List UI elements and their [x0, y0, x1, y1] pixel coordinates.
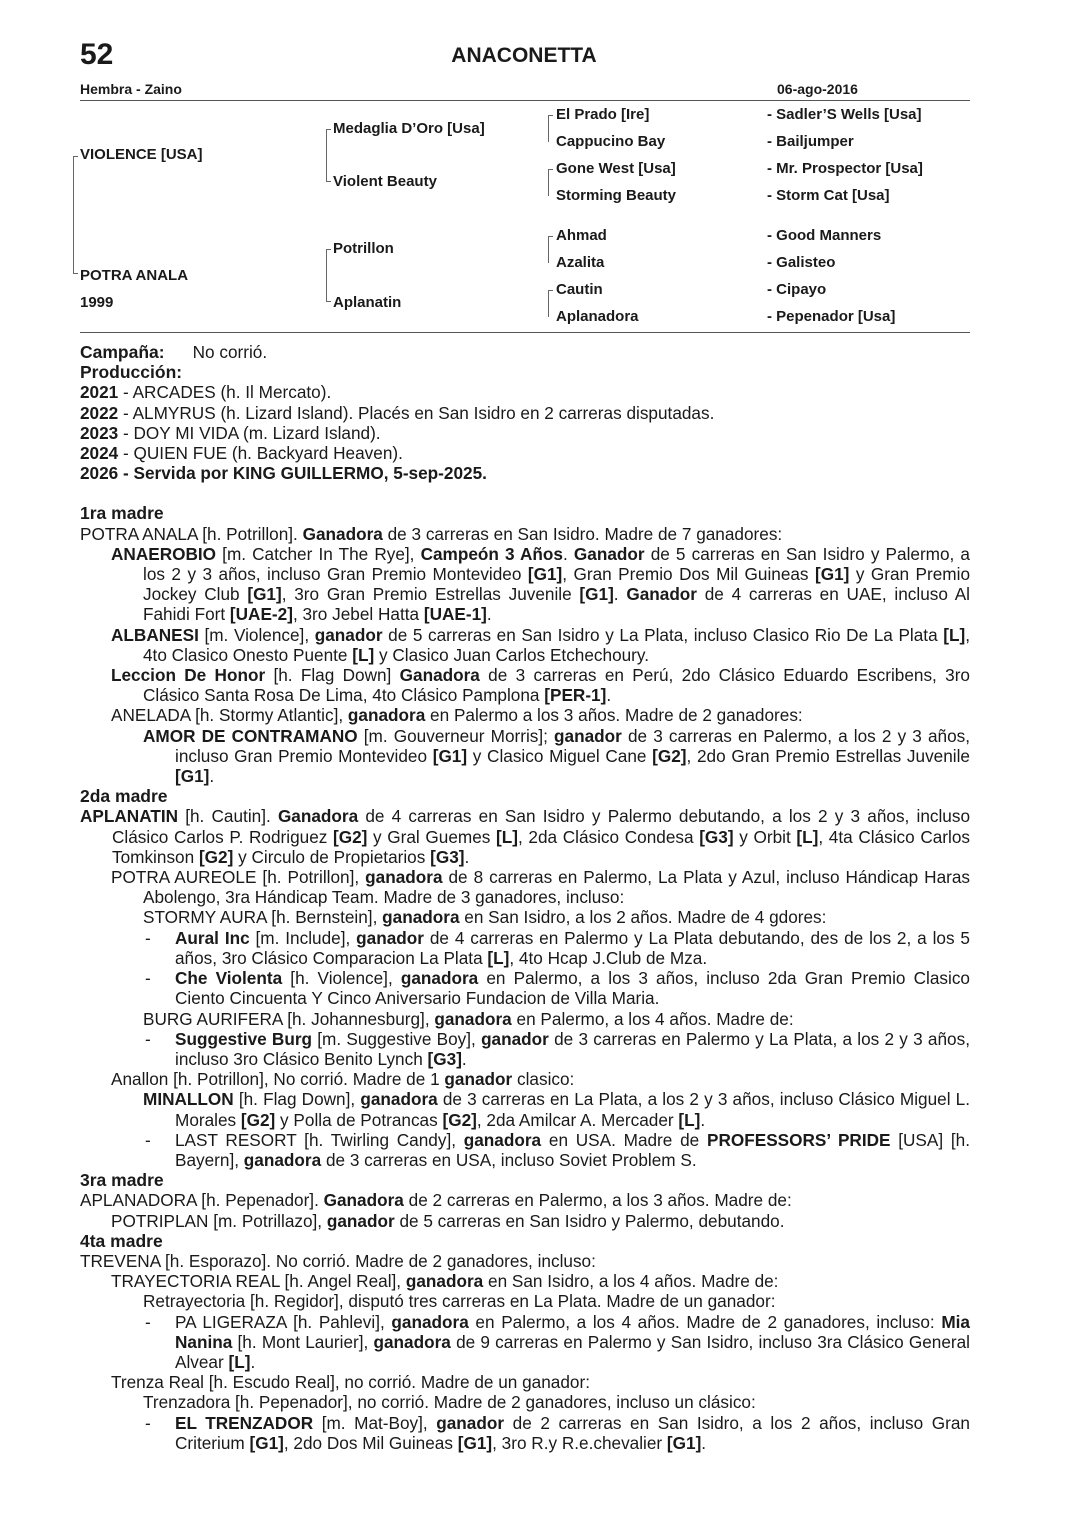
bold-segment: Ganadora	[323, 1190, 404, 1211]
text-segment: , 3ro R.y R.e.chevalier	[492, 1432, 667, 1453]
spacer	[80, 483, 970, 503]
bold-segment: ganador	[436, 1412, 505, 1433]
bold-segment: [L]	[228, 1351, 251, 1372]
text-segment: TREVENA [h. Esporazo]. No corrió. Madre de 2 ganadores, incluso:	[80, 1250, 596, 1271]
pedigree-gen4-1: - Sadler’S Wells [Usa]	[767, 106, 922, 123]
text-segment: .	[461, 1048, 467, 1069]
pedigree-gen3-8: Aplanadora	[556, 308, 639, 325]
bold-segment: EL TRENZADOR	[175, 1412, 314, 1433]
text-segment: en San Isidro, a los 2 años. Madre de 4 gdores:	[459, 907, 827, 928]
bold-segment: Ganadora	[302, 523, 383, 544]
bracket-tick	[73, 273, 78, 274]
pedigree-gen3-1: El Prado [Ire]	[556, 106, 650, 123]
pedigree-entry	[80, 726, 970, 787]
production-item	[80, 443, 970, 463]
bracket-gen3	[548, 169, 549, 196]
pedigree-gen4-2: - Bailjumper	[767, 133, 854, 150]
pedigree-gen4-3: - Mr. Prospector [Usa]	[767, 160, 923, 177]
bold-segment: [UAE-2]	[229, 604, 293, 625]
production-year: 2023	[80, 422, 119, 443]
pedigree-gen3-7: Cautin	[556, 281, 603, 298]
pedigree-gen2-2: Violent Beauty	[333, 173, 437, 190]
pedigree-gen4-8: - Pepenador [Usa]	[767, 308, 896, 325]
dash-marker: -	[145, 1028, 151, 1049]
pedigree-entry	[80, 1029, 970, 1069]
dash-marker: -	[145, 1311, 151, 1332]
bold-segment: ganadora	[243, 1149, 322, 1170]
pedigree-gen2-1: Medaglia D’Oro [Usa]	[333, 120, 485, 137]
record-body	[80, 342, 970, 1453]
text-segment: de 3 carreras en Palermo, a los 2 y 3 años, incluso Gran Premio Montevideo	[175, 725, 970, 766]
text-segment: [h. Cautin].	[178, 806, 278, 827]
bracket-tick	[548, 236, 553, 237]
section-title: 4ta madre	[80, 1230, 163, 1251]
bold-segment: ganador	[356, 927, 424, 948]
bracket-gen3	[548, 236, 549, 263]
text-segment: de 4 carreras en UAE, incluso Al Fahidi Fort	[143, 584, 970, 625]
bold-segment: ganadora	[373, 1331, 451, 1352]
horse-name: ANACONETTA	[451, 44, 597, 67]
text-segment: , 3ro Gran Premio Estrellas Juvenile	[281, 584, 580, 605]
text-segment: [m. Suggestive Boy],	[312, 1028, 482, 1049]
pedigree-entry	[80, 1291, 970, 1311]
text-segment: POTRA AUREOLE [h. Potrillon],	[111, 867, 366, 888]
pedigree-gen3-3: Gone West [Usa]	[556, 160, 676, 177]
text-segment: clasico:	[512, 1069, 575, 1090]
pedigree-entry	[80, 1130, 970, 1170]
production-year: 2021	[80, 382, 119, 403]
dash-marker: -	[145, 1129, 151, 1150]
pedigree-entry	[80, 1251, 970, 1271]
text-segment: de 3 carreras en USA, incluso Soviet Problem S.	[321, 1149, 697, 1170]
text-segment: Retrayectoria [h. Regidor], disputó tres carreras en La Plata. Madre de un ganador:	[143, 1291, 776, 1312]
text-segment: , 2da Clásico Condesa	[517, 826, 700, 847]
pedigree-entry	[80, 1271, 970, 1291]
text-segment: de 3 carreras en Perú, 2do Clásico Eduardo Escribens, 3ro Clásico Santa Rosa De Lima, 4to Clásico Pamplona	[143, 665, 970, 706]
text-segment: y Circulo de Propietarios	[233, 846, 431, 867]
production-text: - Servida por KING GUILLERMO, 5-sep-2025.	[118, 463, 487, 484]
text-segment: , Gran Premio Dos Mil Guineas	[562, 564, 815, 585]
text-segment: POTRIPLAN [m. Potrillazo],	[111, 1210, 327, 1231]
text-segment: en Palermo, a los 3 años, incluso 2da Gran Premio Clasico Ciento Cincuenta Y Cinco Aniversario Fundacion de Villa Maria.	[175, 968, 970, 1009]
bold-segment: ganador	[326, 1210, 395, 1231]
text-segment: de 2 carreras en Palermo, a los 3 años. Madre de:	[403, 1190, 792, 1211]
pedigree-sire: VIOLENCE [USA]	[80, 146, 203, 163]
bold-segment: [G1]	[249, 1432, 284, 1453]
dash-marker: -	[145, 927, 151, 948]
text-segment: APLANADORA [h. Pepenador].	[80, 1190, 324, 1211]
text-segment: en Palermo, a los 4 años. Madre de:	[511, 1008, 794, 1029]
bold-segment: Campeón 3 Años	[420, 543, 563, 564]
pedigree-gen4-7: - Cipayo	[767, 281, 827, 298]
bold-segment: [UAE-1]	[423, 604, 487, 625]
text-segment: de 4 carreras en San Isidro y Palermo debutando, a los 2 y 3 años, incluso Clásico Carlos P. Rodriguez	[112, 806, 970, 847]
pedigree-entry	[80, 1211, 970, 1231]
production-item	[80, 423, 970, 443]
production-text: - ALMYRUS (h. Lizard Island). Placés en San Isidro en 2 carreras disputadas.	[118, 402, 715, 423]
pedigree-entry	[80, 1392, 970, 1412]
bold-segment: ganadora	[405, 1271, 484, 1292]
text-segment: LAST RESORT [h. Twirling Candy],	[175, 1129, 464, 1150]
text-segment: .	[209, 766, 215, 787]
text-segment: y Gran Premio Jockey Club	[143, 564, 971, 605]
production-item	[80, 403, 970, 423]
bold-segment: ALBANESI	[111, 624, 199, 645]
bold-segment: [L]	[352, 644, 375, 665]
pedigree-entry	[80, 625, 970, 665]
bold-segment: Ganador	[573, 543, 645, 564]
text-segment: , 3ro Jebel Hatta	[292, 604, 424, 625]
text-segment: TRAYECTORIA REAL [h. Angel Real],	[111, 1271, 406, 1292]
text-segment: , 4to Clasico Onesto Puente	[143, 624, 970, 665]
production-item	[80, 382, 970, 402]
pedigree-entry	[80, 867, 970, 907]
production-text: - QUIEN FUE (h. Backyard Heaven).	[118, 443, 403, 464]
bold-segment: Suggestive Burg	[175, 1028, 313, 1049]
bracket-gen3	[548, 290, 549, 317]
text-segment: en Palermo a los 3 años. Madre de 2 ganadores:	[425, 705, 803, 726]
text-segment: .	[250, 1351, 256, 1372]
bold-segment: PROFESSORS’ PRIDE	[706, 1129, 891, 1150]
text-segment: en San Isidro, a los 4 años. Madre de:	[483, 1271, 779, 1292]
text-segment: de 2 carreras en San Isidro, a los 2 años, incluso Gran Criterium	[175, 1412, 970, 1453]
bold-segment: ganadora	[365, 867, 443, 888]
text-segment: , 2da Amilcar A. Mercader	[476, 1109, 679, 1130]
text-segment: [m. Mat-Boy],	[313, 1412, 437, 1433]
production-text: - ARCADES (h. Il Mercato).	[118, 382, 332, 403]
bold-segment: [G1]	[666, 1432, 702, 1453]
bracket-tick	[548, 290, 553, 291]
bracket-tick	[326, 181, 331, 182]
text-segment: [m. Catcher In The Rye],	[216, 543, 421, 564]
pedigree-bottom-rule	[80, 332, 970, 333]
text-segment: STORMY AURA [h. Bernstein],	[143, 907, 383, 928]
pedigree-dam-year: 1999	[80, 294, 114, 311]
text-segment: y Polla de Potrancas	[275, 1109, 443, 1130]
pedigree-entry	[80, 524, 970, 544]
pedigree-entry	[80, 968, 970, 1008]
bold-segment: [PER-1]	[544, 685, 607, 706]
bold-segment: ganadora	[463, 1129, 542, 1150]
bold-segment: [L]	[496, 826, 518, 847]
text-segment: [m. Gouverneur Morris];	[357, 725, 555, 746]
text-segment: PA LIGERAZA [h. Pahlevi],	[175, 1311, 392, 1332]
section-title: 1ra madre	[80, 503, 164, 524]
bold-segment: [G1]	[175, 766, 210, 787]
bold-segment: [L]	[943, 624, 966, 645]
bracket-gen2	[326, 129, 327, 182]
dash-marker: -	[145, 1412, 151, 1433]
text-segment: y Clasico Miguel Cane	[467, 745, 653, 766]
pedigree-gen4-4: - Storm Cat [Usa]	[767, 187, 890, 204]
pedigree-gen3-4: Storming Beauty	[556, 187, 677, 204]
text-segment: .	[700, 1109, 706, 1130]
production-year: 2026	[80, 463, 119, 484]
text-segment: Trenzadora [h. Pepenador], no corrió. Madre de 2 ganadores, incluso un clásico:	[143, 1392, 756, 1413]
bold-segment: Ganador	[626, 584, 697, 605]
pedigree-gen3-5: Ahmad	[556, 227, 607, 244]
text-segment: POTRA ANALA [h. Potrillon].	[80, 523, 303, 544]
pedigree-gen4-5: - Good Manners	[767, 227, 882, 244]
text-segment: y Gral Guemes	[367, 826, 497, 847]
lot-number: 52	[80, 38, 114, 71]
bold-segment: ANAEROBIO	[111, 543, 217, 564]
text-segment: .	[464, 846, 470, 867]
pedigree-entry	[80, 1009, 970, 1029]
bold-segment: AMOR DE CONTRAMANO	[143, 725, 358, 746]
bracket-tick	[73, 156, 78, 157]
text-segment: ANELADA [h. Stormy Atlantic],	[111, 705, 348, 726]
production-label: Producción:	[80, 362, 183, 383]
bold-segment: [G1]	[527, 564, 563, 585]
pedigree-gen2-4: Aplanatin	[333, 294, 402, 311]
pedigree-entry	[80, 1089, 970, 1129]
text-segment: [h. Mont Laurier],	[232, 1331, 374, 1352]
pedigree-entry	[80, 1069, 970, 1089]
bold-segment: APLANATIN	[80, 806, 179, 827]
pedigree-entry	[80, 1312, 970, 1373]
pedigree-entry	[80, 1413, 970, 1453]
text-segment: de 3 carreras en Palermo y La Plata, a los 2 y 3 años, incluso 3ro Clásico Benito Lynch	[175, 1028, 970, 1069]
pedigree-gen2-3: Potrillon	[333, 240, 394, 257]
bold-segment: [G2]	[652, 745, 687, 766]
bold-segment: ganadora	[400, 968, 479, 989]
bold-segment: Che Violenta	[175, 968, 283, 989]
text-segment: en USA. Madre de	[541, 1129, 707, 1150]
bold-segment: ganadora	[360, 1089, 438, 1110]
bracket-tick	[326, 301, 331, 302]
production-year: 2024	[80, 443, 119, 464]
text-segment: BURG AURIFERA [h. Johannesburg],	[143, 1008, 435, 1029]
text-segment: de 9 carreras en Palermo y San Isidro, incluso 3ra Clásico General Alvear	[175, 1331, 970, 1372]
text-segment: .	[563, 543, 574, 564]
top-rule	[80, 100, 970, 101]
pedigree-entry	[80, 1372, 970, 1392]
bold-segment: Aural Inc	[175, 927, 250, 948]
bold-segment: [G3]	[427, 1048, 462, 1069]
text-segment: y Orbit	[733, 826, 797, 847]
production-text: - DOY MI VIDA (m. Lizard Island).	[118, 422, 381, 443]
text-segment: de 5 carreras en San Isidro y Palermo, a los 2 y 3 años, incluso Gran Premio Montevideo	[143, 543, 970, 585]
text-segment: de 3 carreras en La Plata, a los 2 y 3 años, incluso Clásico Miguel L. Morales	[175, 1089, 970, 1130]
bold-segment: [G1]	[579, 584, 614, 605]
pedigree-entry	[80, 928, 970, 968]
text-segment: .	[606, 685, 612, 706]
text-segment: , 2do Dos Mil Guineas	[283, 1432, 458, 1453]
text-segment: [m. Include],	[249, 927, 357, 948]
bold-segment: [L]	[796, 826, 819, 847]
text-segment: y Clasico Juan Carlos Etchechoury.	[374, 644, 650, 665]
text-segment: en Palermo, a los 4 años. Madre de 2 ganadores, incluso:	[468, 1311, 942, 1332]
text-segment: , 2do Gran Premio Estrellas Juvenile	[686, 745, 970, 766]
section-title: 3ra madre	[80, 1170, 164, 1191]
bold-segment: [G1]	[815, 564, 850, 585]
pedigree-dam: POTRA ANALA	[80, 267, 189, 284]
bold-segment: Leccion De Honor	[111, 665, 266, 686]
text-segment: de 5 carreras en San Isidro y Palermo, debutando.	[394, 1210, 785, 1231]
bold-segment: ganadora	[347, 705, 426, 726]
pedigree-entry	[80, 806, 970, 867]
text-segment: [h. Flag Down]	[265, 665, 400, 686]
campaign-value: No corrió.	[192, 342, 268, 362]
production-list	[80, 382, 970, 483]
text-segment: de 8 carreras en Palermo, La Plata y Azul, incluso Hándicap Haras Abolengo, 3ra Hándicap Team. Madre de 3 ganadores, incluso:	[143, 867, 970, 908]
text-segment: [h. Violence],	[282, 968, 401, 989]
pedigree-gen4-6: - Galisteo	[767, 254, 836, 271]
text-segment: de 4 carreras en Palermo y La Plata debutando, des de los 2, a los 5 años, 3ro Clásico Comparacion La Plata	[175, 927, 970, 968]
bold-segment: [L]	[678, 1109, 701, 1130]
text-segment: [USA] [h. Bayern],	[175, 1129, 970, 1170]
bracket-tick	[326, 249, 331, 250]
text-segment: .	[613, 584, 627, 605]
bold-segment: Mia Nanina	[175, 1311, 970, 1352]
production-year: 2022	[80, 402, 119, 423]
bold-segment: MINALLON	[143, 1089, 234, 1110]
bold-segment: ganador	[444, 1069, 513, 1090]
bold-segment: ganadora	[382, 907, 460, 928]
bold-segment: Ganadora	[399, 665, 480, 686]
production-item	[80, 463, 970, 483]
bold-segment: [G1]	[457, 1432, 493, 1453]
bracket-tick	[548, 115, 553, 116]
bold-segment: ganador	[314, 624, 383, 645]
bold-segment: Ganadora	[277, 806, 359, 827]
pedigree-gen3-6: Azalita	[556, 254, 605, 271]
bold-segment: ganador	[554, 725, 622, 746]
bold-segment: [G2]	[442, 1109, 477, 1130]
pedigree-entry	[80, 665, 970, 705]
text-segment: , 4to Hcap J.Club de Mza.	[509, 947, 708, 968]
text-segment: Anallon [h. Potrillon], No corrió. Madre de 1	[111, 1069, 445, 1090]
bold-segment: [L]	[487, 947, 510, 968]
bracket-tick	[548, 169, 553, 170]
pedigree-entry	[80, 1190, 970, 1210]
bold-segment: ganadora	[434, 1008, 512, 1029]
text-segment: de 3 carreras en San Isidro. Madre de 7 ganadores:	[382, 523, 783, 544]
sex-color: Hembra - Zaino	[80, 81, 182, 97]
pedigree-entry	[80, 907, 970, 927]
bold-segment: [G3]	[430, 846, 465, 867]
text-segment: .	[486, 604, 492, 625]
campaign-label: Campaña:	[80, 342, 165, 362]
birth-date: 06-ago-2016	[777, 81, 858, 97]
bracket-gen3	[548, 115, 549, 142]
pedigree-gen3-2: Cappucino Bay	[556, 133, 666, 150]
bold-segment: [G2]	[240, 1109, 276, 1130]
bold-segment: ganador	[481, 1028, 549, 1049]
pedigree-entry	[80, 544, 970, 625]
female-family-sections	[80, 483, 970, 1453]
bold-segment: ganadora	[391, 1311, 469, 1332]
bracket-gen2	[326, 249, 327, 302]
bracket-tick	[326, 129, 331, 130]
text-segment: .	[701, 1432, 707, 1453]
text-segment: [h. Flag Down],	[233, 1089, 361, 1110]
pedigree-entry	[80, 705, 970, 725]
bold-segment: [G1]	[432, 745, 468, 766]
section-title: 2da madre	[80, 786, 168, 807]
bold-segment: [G1]	[247, 584, 282, 605]
campaign-line	[80, 342, 970, 362]
dash-marker: -	[145, 968, 151, 989]
bracket-gen1	[73, 156, 74, 274]
text-segment: [m. Violence],	[198, 624, 315, 645]
bold-segment: [G2]	[333, 826, 368, 847]
bold-segment: [G2]	[198, 846, 234, 867]
text-segment: de 5 carreras en San Isidro y La Plata, incluso Clasico Rio De La Plata	[382, 624, 944, 645]
bold-segment: [G3]	[699, 826, 734, 847]
text-segment: , 4ta Clásico Carlos Tomkinson	[112, 826, 970, 867]
text-segment: Trenza Real [h. Escudo Real], no corrió. Madre de un ganador:	[111, 1372, 590, 1393]
